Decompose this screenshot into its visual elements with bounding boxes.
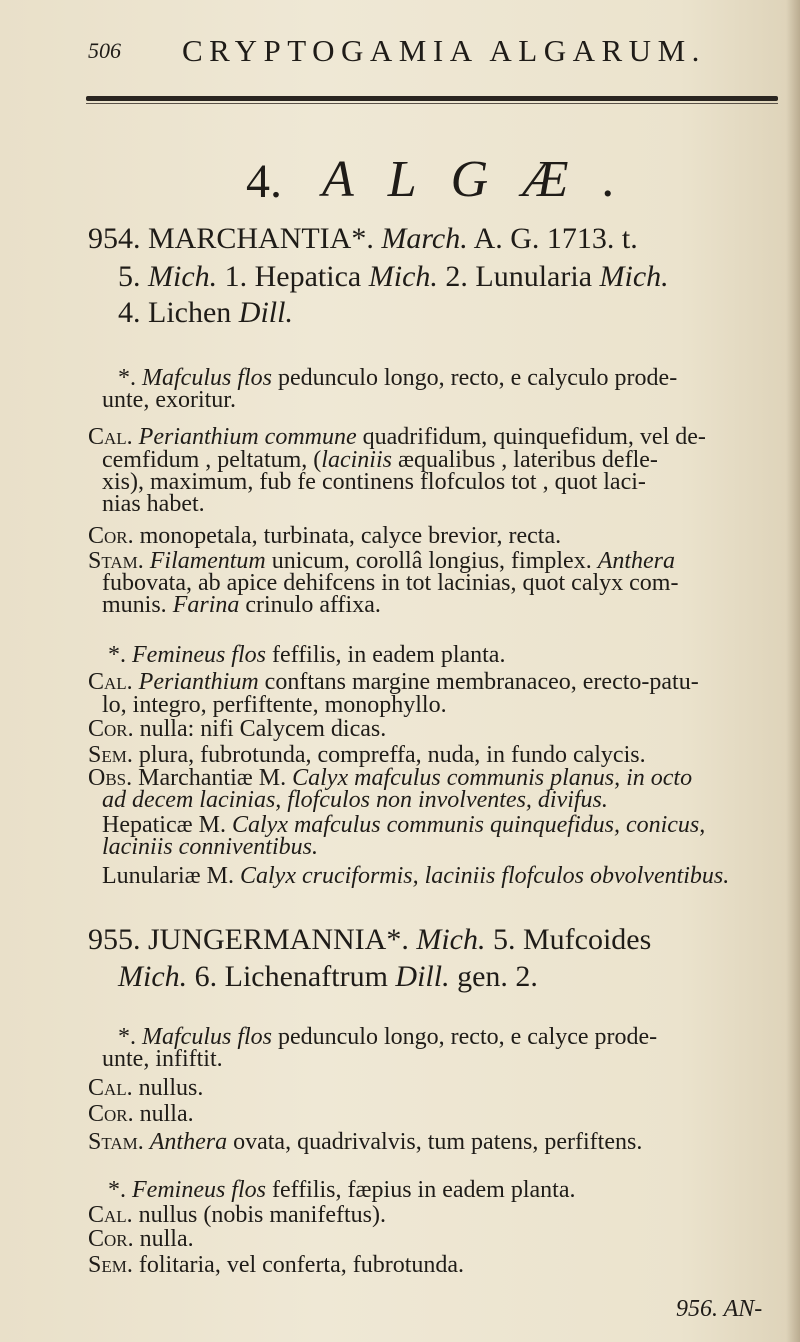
section-number: 4. [246, 155, 282, 208]
cal-954-line-2: cemfidum , peltatum, (laciniis æqualibus , lateribus defle- [102, 447, 658, 473]
stam-954-line-3: munis. Farina crinulo affixa. [102, 592, 381, 618]
stam-954-line-2: fubovata, ab apice dehifcens in tot lacinias, quot calyx com- [102, 570, 679, 596]
fcal-955: Cal. nullus (nobis manifeftus). [88, 1202, 386, 1228]
fcor-955: Cor. nulla. [88, 1226, 194, 1252]
cor-955: Cor. nulla. [88, 1101, 194, 1127]
obs-954-line-2: ad decem lacinias, flofculos non involventes, divifus. [102, 787, 608, 813]
cal-954-line-3: xis), maximum, fub fe continens flofculos tot , quot laci- [102, 469, 646, 495]
cal-954-line-1: Cal. Perianthium commune quadrifidum, quinquefidum, vel de- [88, 424, 706, 450]
masc-955-line-1: *. Mafculus flos pedunculo longo, recto, e calyce prode- [118, 1024, 658, 1050]
hep-954-line-2: laciniis conniventibus. [102, 834, 318, 860]
obs-954-line-1: Obs. Marchantiæ M. Calyx mafculus communis planus, in octo [88, 765, 693, 791]
genus-954-line-3: 4. Lichen Dill. [118, 296, 293, 329]
genus-955-line-1: 955. JUNGERMANNIA*. Mich. 5. Mufcoides [88, 923, 652, 956]
genus-954-line-1: 954. MARCHANTIA*. March. A. G. 1713. t. [88, 222, 638, 255]
lun-954: Lunulariæ M. Calyx cruciformis, laciniis flofculos obvolventibus. [102, 863, 730, 889]
header-rule-thin [86, 103, 778, 104]
cal-955: Cal. nullus. [88, 1075, 204, 1101]
header-rule [86, 96, 778, 101]
masc-954-line-1: *. Mafculus flos pedunculo longo, recto, e calyculo prode- [118, 365, 678, 391]
masc-955-line-2: unte, infiftit. [102, 1046, 223, 1072]
page-number: 506 [88, 38, 121, 63]
fem-954: *. Femineus flos feffilis, in eadem planta. [108, 642, 506, 668]
genus-955-line-2: Mich. 6. Lichenaftrum Dill. gen. 2. [118, 960, 538, 993]
fem-955: *. Femineus flos feffilis, fæpius in eadem planta. [108, 1177, 576, 1203]
genus-954-line-2: 5. Mich. 1. Hepatica Mich. 2. Lunularia Mich. [118, 260, 669, 293]
section-title: ALGÆ. [322, 151, 650, 208]
masc-954-line-2: unte, exoritur. [102, 387, 236, 413]
sem-954: Sem. plura, fubrotunda, compreffa, nuda, in fundo calycis. [88, 742, 646, 768]
hep-954-line-1: Hepaticæ M. Calyx mafculus communis quinquefidus, conicus, [102, 812, 706, 838]
running-title: CRYPTOGAMIA ALGARUM. [182, 33, 706, 68]
fcal-954-line-2: lo, integro, perfiftente, monophyllo. [102, 692, 447, 718]
catchword: 956. AN- [676, 1296, 763, 1322]
cal-954-line-4: nias habet. [102, 491, 205, 517]
stam-955: Stam. Anthera ovata, quadrivalvis, tum patens, perfiftens. [88, 1129, 643, 1155]
stam-954-line-1: Stam. Filamentum unicum, corollâ longius, fimplex. Anthera [88, 548, 676, 574]
sem-955: Sem. folitaria, vel conferta, fubrotunda. [88, 1252, 465, 1278]
fcor-954: Cor. nulla: nifi Calycem dicas. [88, 716, 387, 742]
cor-954: Cor. monopetala, turbinata, calyce brevior, recta. [88, 523, 562, 549]
page-spine-shadow [786, 0, 800, 1342]
fcal-954-line-1: Cal. Perianthium conftans margine membranaceo, erecto-patu- [88, 669, 699, 695]
